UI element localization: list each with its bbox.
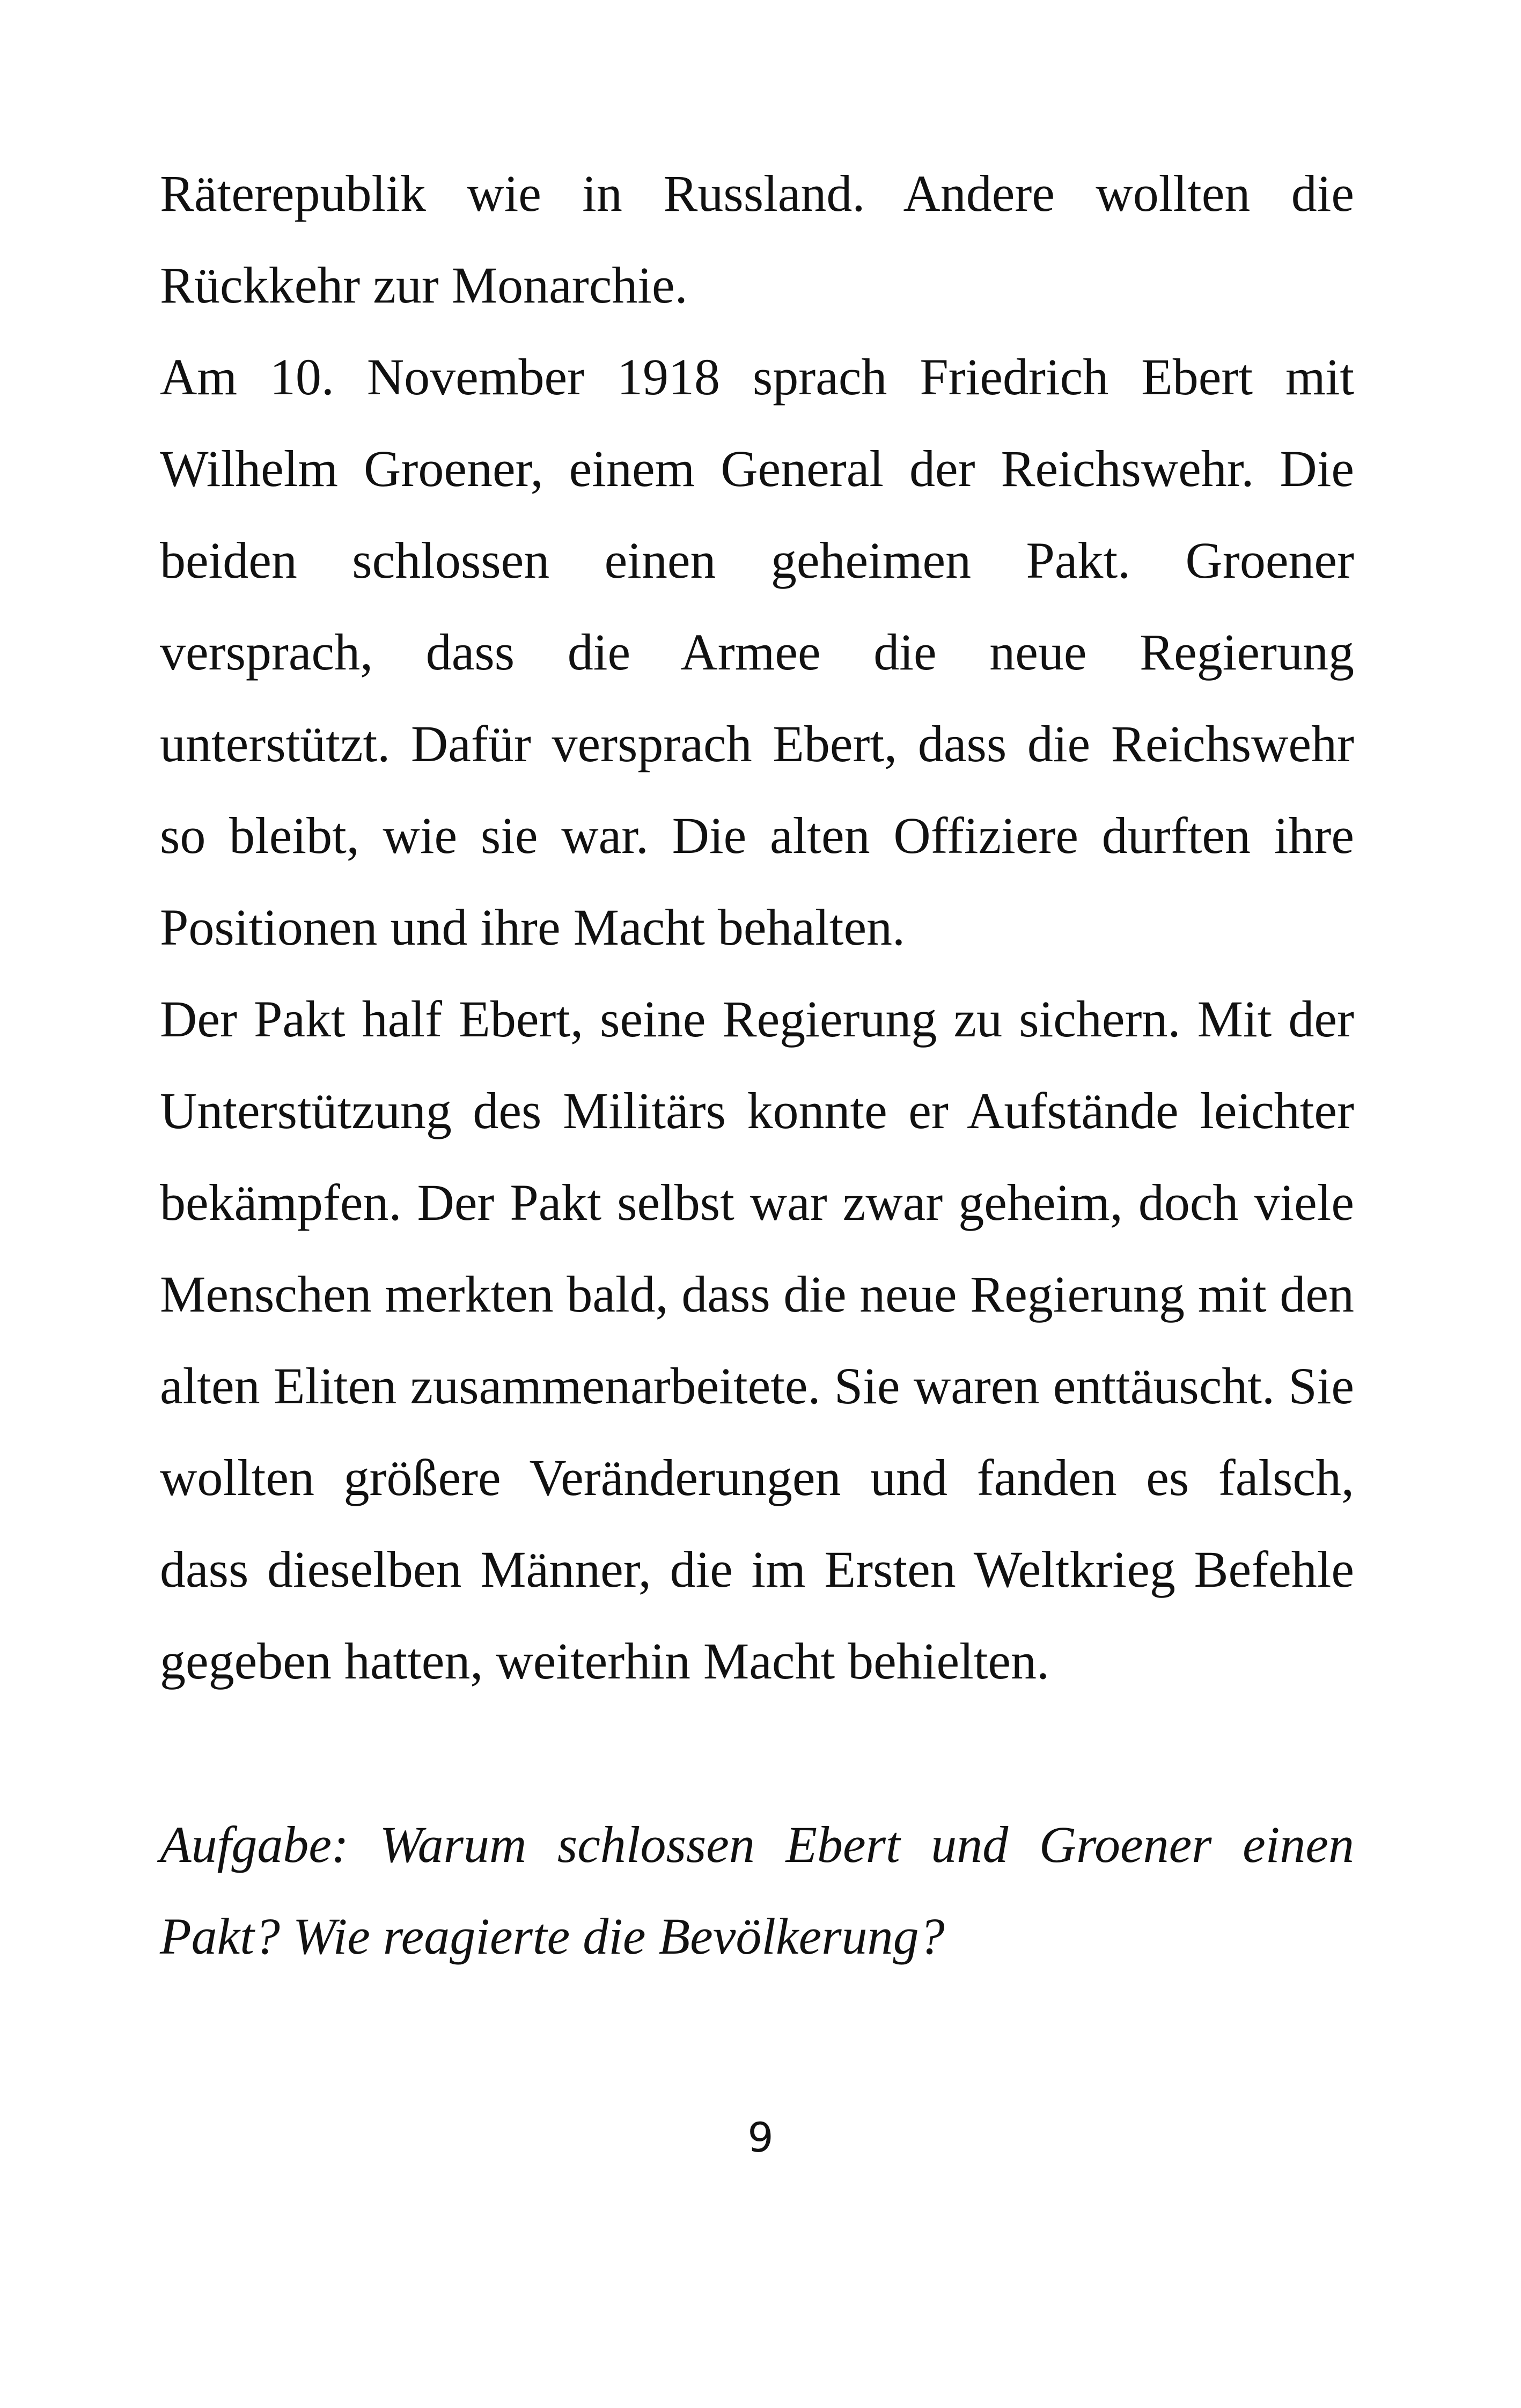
paragraph: Der Pakt half Ebert, seine Regierung zu sichern. Mit der Unterstützung des Militärs konnte er Aufstände leichter bekämpfen. Der Pakt selbst war zwar geheim, doch viele Menschen merkten bald, dass die neue Regierung mit den alten Eliten zusammenarbeitete. Sie waren enttäuscht. Sie wollten größere Veränderungen und fanden es falsch, dass dieselben Männer, die im Ersten Weltkrieg Befehle gegeben hatten, weiterhin Macht behielten.: [160, 990, 1354, 1690]
paragraph: Räterepublik wie in Russland. Andere wollten die Rückkehr zur Monarchie.: [160, 165, 1354, 314]
paragraph: Am 10. November 1918 sprach Friedrich Ebert mit Wilhelm Groener, einem General der Reichswehr. Die beiden schlossen einen geheimen Pakt. Groener versprach, dass die Armee die neue Regierung unterstützt. Dafür versprach Ebert, dass die Reichswehr so bleibt, wie sie war. Die alten Offiziere durften ihre Positionen und ihre Macht behalten.: [160, 348, 1354, 956]
task-question: Aufgabe: Warum schlossen Ebert und Groener einen Pakt? Wie reagierte die Bevölkerung?: [160, 1816, 1354, 1965]
page-number: 9: [747, 2114, 774, 2161]
body-text: [160, 148, 1354, 1982]
